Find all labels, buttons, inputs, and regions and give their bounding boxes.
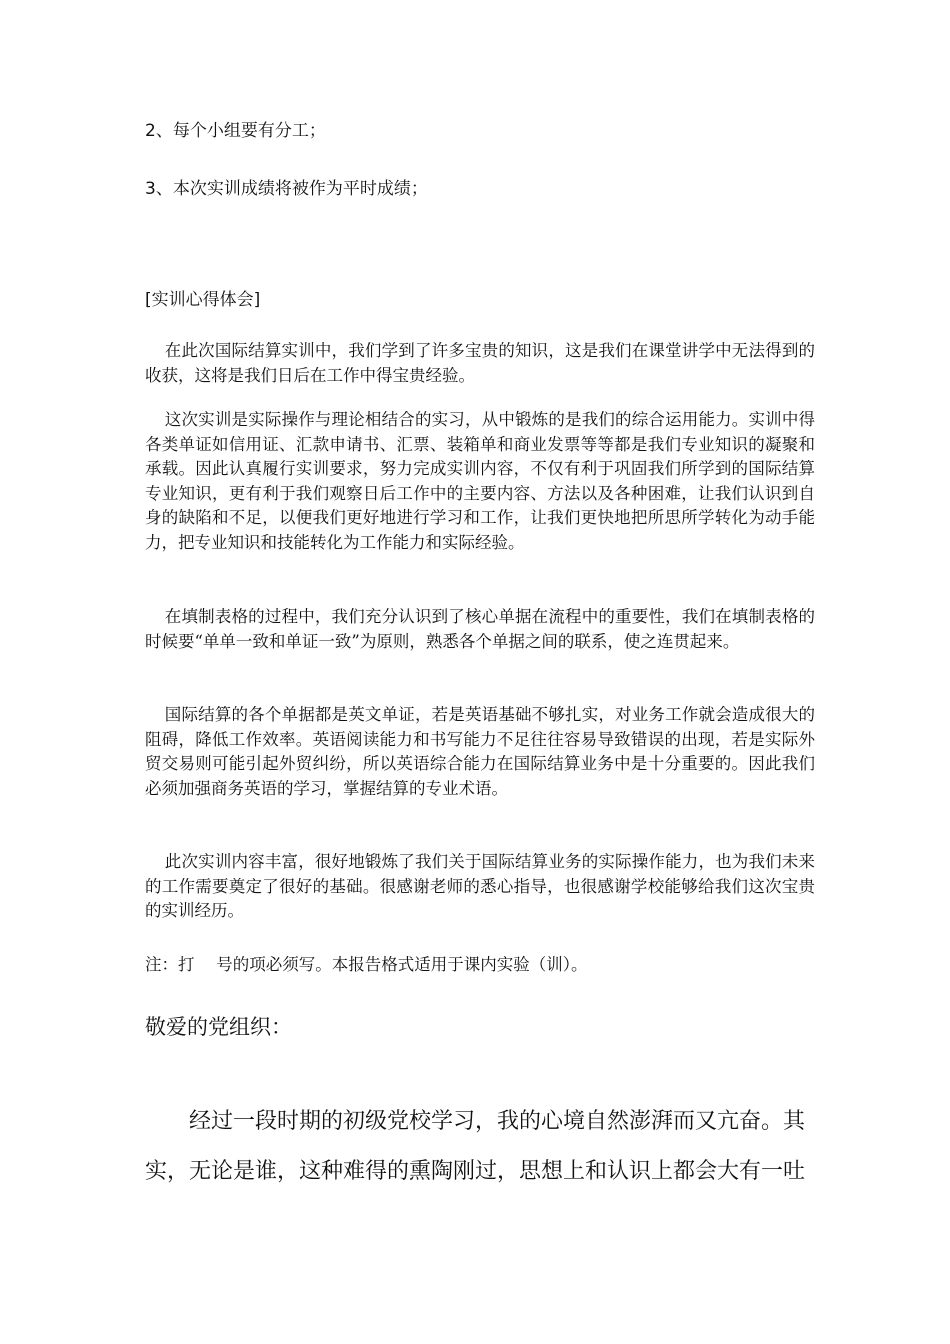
reflection-paragraph-5: 此次实训内容丰富，很好地锻炼了我们关于国际结算业务的实际操作能力，也为我们未来的工作需要奠定了很好的基础。很感谢老师的悉心指导，也很感谢学校能够给我们这次宝贵的实训经历。 (145, 852, 815, 920)
letter-salutation: 敬爱的党组织： (145, 1015, 292, 1039)
reflection-heading: [实训心得体会] (145, 290, 261, 310)
reflection-paragraph-4: 国际结算的各个单据都是英文单证，若是英语基础不够扎实，对业务工作就会造成很大的阻碍，降低工作效率。英语阅读能力和书写能力不足往往容易导致错误的出现，若是实际外贸交易则可能引起外贸纠纷，所以英语综合能力在国际结算业务中是十分重要的。因此我们必须加强商务英语的学习，掌握结算的专业术语。 (145, 705, 815, 798)
reflection-paragraph-2: 这次实训是实际操作与理论相结合的实习，从中锻炼的是我们的综合运用能力。实训中得各类单证如信用证、汇款申请书、汇票、装箱单和商业发票等等都是我们专业知识的凝聚和承载。因此认真履行实训要求，努力完成实训内容，不仅有利于巩固我们所学到的国际结算专业知识，更有利于我们观察日后工作中的主要内容、方法以及各种困难，让我们认识到自身的缺陷和不足，以便我们更好地进行学习和工作，让我们更快地把所思所学转化为动手能力，把专业知识和技能转化为工作能力和实际经验。 (145, 410, 815, 552)
letter-line-1: 经过一段时期的初级党校学习，我的心境自然澎湃而又亢奋。其 (145, 1109, 806, 1134)
requirement-item-2: 2、每个小组要有分工； (145, 121, 326, 141)
reflection-paragraph-3: 在填制表格的过程中，我们充分认识到了核心单据在流程中的重要性，我们在填制表格的时候要“单单一致和单证一致”为原则，熟悉各个单据之间的联系，使之连贯起来。 (145, 607, 815, 651)
reflection-paragraph-1: 在此次国际结算实训中，我们学到了许多宝贵的知识，这是我们在课堂讲学中无法得到的收获，这将是我们日后在工作中得宝贵经验。 (145, 341, 815, 385)
requirement-item-3: 3、本次实训成绩将被作为平时成绩； (145, 179, 428, 199)
letter-line-2: 实，无论是谁，这种难得的熏陶刚过，思想上和认识上都会大有一吐 (145, 1159, 806, 1184)
report-note: 注：打 号的项必须写。本报告格式适用于课内实验（训）。 (145, 955, 588, 974)
